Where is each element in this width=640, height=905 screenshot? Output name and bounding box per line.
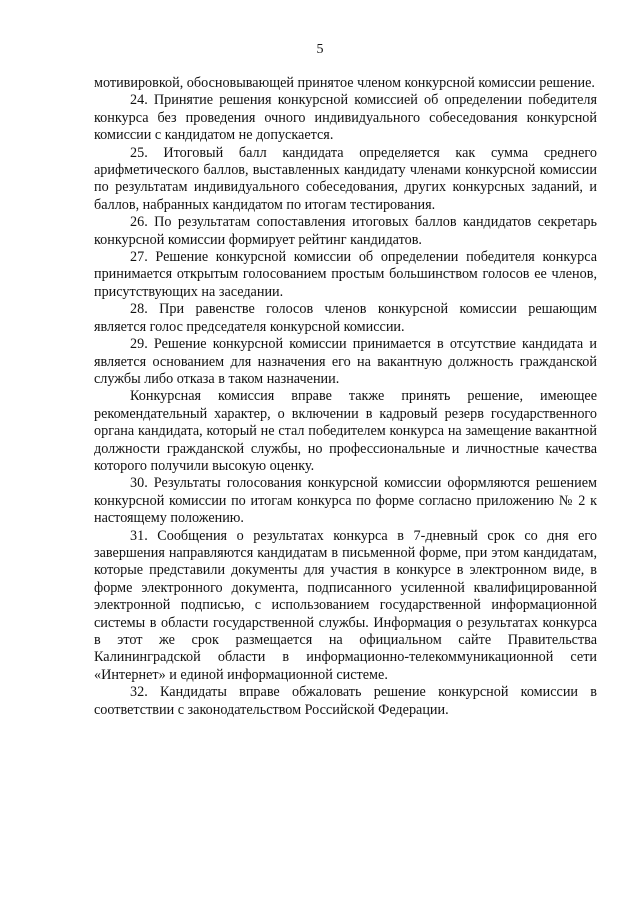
paragraph-29: 29. Решение конкурсной комиссии принимается в отсутствие кандидата и является основанием для назначения его на вакантную должность гражданской службы либо отказа в таком назначении. <box>94 336 597 387</box>
paragraph-continuation: мотивировкой, обосновывающей принятое членом конкурсной комиссии решение. <box>94 75 595 91</box>
paragraph-28: 28. При равенстве голосов членов конкурсной комиссии решающим является голос председателя конкурсной комиссии. <box>94 301 597 335</box>
paragraph-30: 30. Результаты голосования конкурсной комиссии оформляются решением конкурсной комиссии по итогам конкурса по форме согласно приложению № 2 к настоящему положению. <box>94 475 597 527</box>
paragraph-26: 26. По результатам сопоставления итоговых баллов кандидатов секретарь конкурсной комиссии формирует рейтинг кандидатов. <box>94 214 597 248</box>
paragraph-25: 25. Итоговый балл кандидата определяется как сумма среднего арифметического баллов, выставленных кандидату членами конкурсной комиссии по результатам индивидуального собеседования, других конкурсных заданий, и баллов, набранных кандидатом по итогам тестирования. <box>94 144 597 213</box>
paragraph-24: 24. Принятие решения конкурсной комиссией об определении победителя конкурса без проведения очного индивидуального собеседования конкурсной комиссии с кандидатом не допускается. <box>94 92 597 144</box>
paragraph-32: 32. Кандидаты вправе обжаловать решение конкурсной комиссии в соответствии с законодательством Российской Федерации. <box>94 684 597 718</box>
document-body <box>94 75 597 719</box>
paragraph-27: 27. Решение конкурсной комиссии об определении победителя конкурса принимается открытым голосованием простым большинством голосов ее членов, присутствующих на заседании. <box>94 249 597 300</box>
paragraph-29-reserve: Конкурсная комиссия вправе также принять решение, имеющее рекомендательный характер, о включении в кадровый резерв государственного органа кандидата, который не стал победителем конкурса на замещение вакантной должности гражданской службы, но профессиональные и личностные качества которого получили высокую оценку. <box>94 388 597 474</box>
page-number: 5 <box>316 42 324 57</box>
paragraph-31: 31. Сообщения о результатах конкурса в 7-дневный срок со дня его завершения направляются кандидатам в письменной форме, при этом кандидатам, которые представили документы для участия в конкурсе в электронном виде, в форме электронного документа, подписанного усиленной квалифицированной электронной подписью, с использованием государственной информационной системы в области государственной службы. Информация о результатах конкурса в этот же срок размещается на официальном сайте Правительства Калининградской области в информационно-телекоммуникационной сети «Интернет» и единой информационной системе. <box>94 527 597 683</box>
